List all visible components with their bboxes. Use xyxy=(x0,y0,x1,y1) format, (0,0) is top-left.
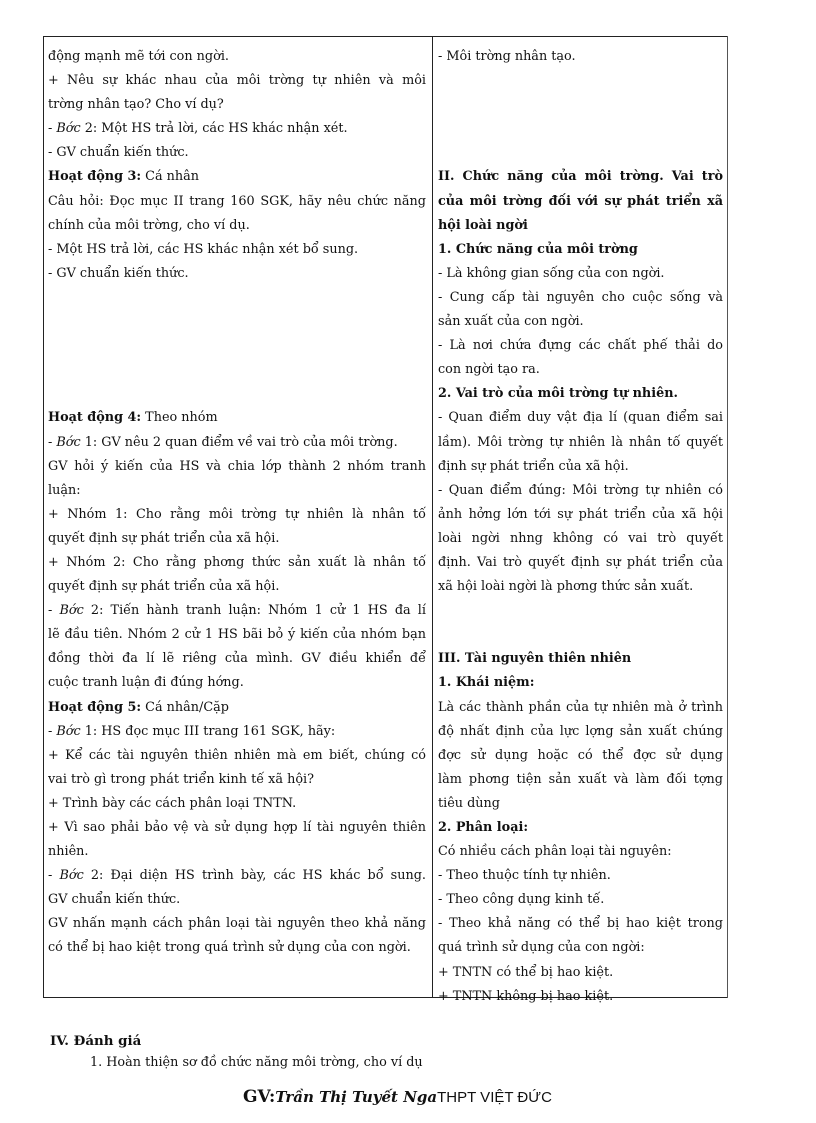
right-text-line: làm phơng tiện sản xuất và làm đối tợng xyxy=(438,771,723,787)
right-text-line: hội loài ngời xyxy=(438,217,528,233)
right-text-line: - Theo thuộc tính tự nhiên. xyxy=(438,868,611,884)
right-text-line xyxy=(438,69,723,93)
left-text-line: động mạnh mẽ tới con ngời. xyxy=(48,49,229,64)
left-text-line: Hoạt động 3: Cá nhân xyxy=(48,169,200,185)
right-text-line: - Quan điểm duy vật địa lí (quan điểm sai xyxy=(438,410,723,426)
right-text-line: - Là nơi chứa đựng các chất phế thải do xyxy=(438,338,723,354)
left-text-line: + Nhóm 2: Cho rằng phơng thức sản xuất là nhân tố xyxy=(48,554,426,570)
page-edge-line xyxy=(727,36,728,998)
left-text-line: quyết định sự phát triển của xã hội. xyxy=(48,579,280,595)
left-text-line: luận: xyxy=(48,482,81,498)
right-text-line: + TNTN không bị hao kiệt. xyxy=(438,988,614,1004)
teacher-signature xyxy=(243,1087,552,1107)
school-name: THPT VIỆT ĐỨC xyxy=(437,1089,552,1106)
left-text-line: lẽ đầu tiên. Nhóm 2 cử 1 HS bãi bỏ ý kiến của nhóm bạn xyxy=(48,627,426,643)
left-text-line: - Một HS trả lời, các HS khác nhận xét bổ sung. xyxy=(48,241,359,257)
left-text-line: - Bớc 1: GV nêu 2 quan điểm về vai trò của môi trờng. xyxy=(48,434,398,450)
right-text-line: sản xuất của con ngời. xyxy=(438,314,584,330)
right-text-line: của môi trờng đối với sự phát triển xã xyxy=(438,193,723,209)
right-text-line xyxy=(438,599,723,623)
right-text-line: con ngời tạo ra. xyxy=(438,362,540,378)
right-text-line: 2. Vai trò của môi trờng tự nhiên. xyxy=(438,386,678,402)
right-text-line xyxy=(438,623,723,647)
right-text-line: - Môi trờng nhân tạo. xyxy=(438,49,576,64)
assessment-section xyxy=(50,1030,750,1074)
teacher-student-activities-column xyxy=(48,45,426,961)
assessment-title: IV. Đánh giá xyxy=(50,1033,142,1049)
right-text-line: lầm). Môi trờng tự nhiên là nhân tố quyết xyxy=(438,434,723,450)
left-text-line: Hoạt động 4: Theo nhóm xyxy=(48,410,218,426)
left-text-line: vai trò gì trong phát triển kinh tế xã hội? xyxy=(48,771,314,787)
right-text-line: ảnh hởng lớn tới sự phát triển của xã hội xyxy=(438,506,723,522)
column-divider xyxy=(432,37,433,997)
left-text-line: cuộc tranh luận đi đúng hớng. xyxy=(48,675,244,691)
right-text-line: định sự phát triển của xã hội. xyxy=(438,458,629,474)
right-text-line: độ nhất định của lực lợng sản xuất chúng xyxy=(438,723,723,739)
right-text-line: - Quan điểm đúng: Môi trờng tự nhiên có xyxy=(438,482,723,498)
left-text-line: Câu hỏi: Đọc mục II trang 160 SGK, hãy nêu chức năng xyxy=(48,193,426,209)
left-text-line: + Kể các tài nguyên thiên nhiên mà em biết, chúng có xyxy=(48,747,426,763)
left-text-line: + Trình bày các cách phân loại TNTN. xyxy=(48,795,297,811)
activity-label: Hoạt động 3: xyxy=(48,169,142,185)
left-text-line: GV hỏi ý kiến của HS và chia lớp thành 2 nhóm tranh xyxy=(48,458,426,474)
right-text-line: xã hội loài ngời là phơng thức sản xuất. xyxy=(438,579,694,595)
left-text-line: - Bớc 1: HS đọc mục III trang 161 SGK, hãy: xyxy=(48,723,336,739)
left-text-line: - Bớc 2: Tiến hành tranh luận: Nhóm 1 cử 1 HS đa lí xyxy=(48,603,426,619)
right-text-line xyxy=(438,93,723,117)
gv-label: GV: xyxy=(243,1087,276,1107)
step-label: Bớc xyxy=(56,434,81,450)
right-text-line: III. Tài nguyên thiên nhiên xyxy=(438,651,632,667)
right-text-line: - Cung cấp tài nguyên cho cuộc sống và xyxy=(438,289,723,305)
left-text-line: + Nhóm 1: Cho rằng môi trờng tự nhiên là nhân tố xyxy=(48,506,426,522)
left-text-line: chính của môi trờng, cho ví dụ. xyxy=(48,217,250,233)
right-text-line: đợc sử dụng hoặc có thể đợc sử dụng xyxy=(438,747,723,763)
activity-label: Hoạt động 4: xyxy=(48,410,142,426)
left-text-line: đồng thời đa lí lẽ riêng của mình. GV điều khiển để xyxy=(48,651,426,667)
right-text-line xyxy=(438,117,723,141)
right-text-line: 1. Chức năng của môi trờng xyxy=(438,241,638,257)
left-text-line xyxy=(48,382,426,406)
right-text-line: 2. Phân loại: xyxy=(438,820,529,835)
left-text-line: nhiên. xyxy=(48,844,89,860)
right-text-line: định. Vai trò quyết định sự phát triển của xyxy=(438,554,723,570)
step-label: Bớc xyxy=(59,603,84,619)
step-label: Bớc xyxy=(56,723,81,739)
right-text-line: - Là không gian sống của con ngời. xyxy=(438,265,665,281)
assessment-item: 1. Hoàn thiện sơ đồ chức năng môi trờng, cho ví dụ xyxy=(90,1055,423,1070)
right-text-line: + TNTN có thể bị hao kiệt. xyxy=(438,964,614,980)
left-text-line xyxy=(48,286,426,310)
right-text-line: tiêu dùng xyxy=(438,795,500,811)
left-text-line: - GV chuẩn kiến thức. xyxy=(48,265,189,281)
left-text-line: + Nêu sự khác nhau của môi trờng tự nhiên và môi xyxy=(48,73,426,89)
right-text-line: - Theo khả năng có thể bị hao kiệt trong xyxy=(438,916,723,932)
left-text-line xyxy=(48,334,426,358)
left-text-line xyxy=(48,310,426,334)
left-text-line: có thể bị hao kiệt trong quá trình sử dụng của con ngời. xyxy=(48,940,411,956)
right-text-line: quá trình sử dụng của con ngời: xyxy=(438,940,645,956)
left-text-line: trờng nhân tạo? Cho ví dụ? xyxy=(48,97,224,113)
left-text-line: Hoạt động 5: Cá nhân/Cặp xyxy=(48,699,229,715)
teacher-name: Trần Thị Tuyết Nga xyxy=(275,1088,438,1106)
lesson-table xyxy=(43,36,728,1004)
right-text-line: Có nhiều cách phân loại tài nguyên: xyxy=(438,844,672,860)
right-text-line: - Theo công dụng kinh tế. xyxy=(438,892,605,908)
left-text-line: - Bớc 2: Đại diện HS trình bày, các HS khác bổ sung. xyxy=(48,868,426,884)
step-label: Bớc xyxy=(59,868,84,884)
left-text-line: - GV chuẩn kiến thức. xyxy=(48,145,189,161)
left-text-line: GV chuẩn kiến thức. xyxy=(48,892,181,908)
left-text-line: GV nhấn mạnh cách phân loại tài nguyên theo khả năng xyxy=(48,916,426,932)
right-text-line: Là các thành phần của tự nhiên mà ở trình xyxy=(438,699,723,715)
main-content-column xyxy=(438,45,723,1009)
right-text-line: II. Chức năng của môi trờng. Vai trò xyxy=(438,169,723,185)
activity-label: Hoạt động 5: xyxy=(48,699,142,715)
right-text-line xyxy=(438,141,723,165)
left-text-line: - Bớc 2: Một HS trả lời, các HS khác nhận xét. xyxy=(48,121,348,137)
left-text-line xyxy=(48,358,426,382)
step-label: Bớc xyxy=(56,121,81,137)
left-text-line: quyết định sự phát triển của xã hội. xyxy=(48,530,280,546)
left-text-line: + Vì sao phải bảo vệ và sử dụng hợp lí tài nguyên thiên xyxy=(48,820,426,835)
right-text-line: loài ngời nhng không có vai trò quyết xyxy=(438,530,723,546)
right-text-line: 1. Khái niệm: xyxy=(438,675,535,691)
